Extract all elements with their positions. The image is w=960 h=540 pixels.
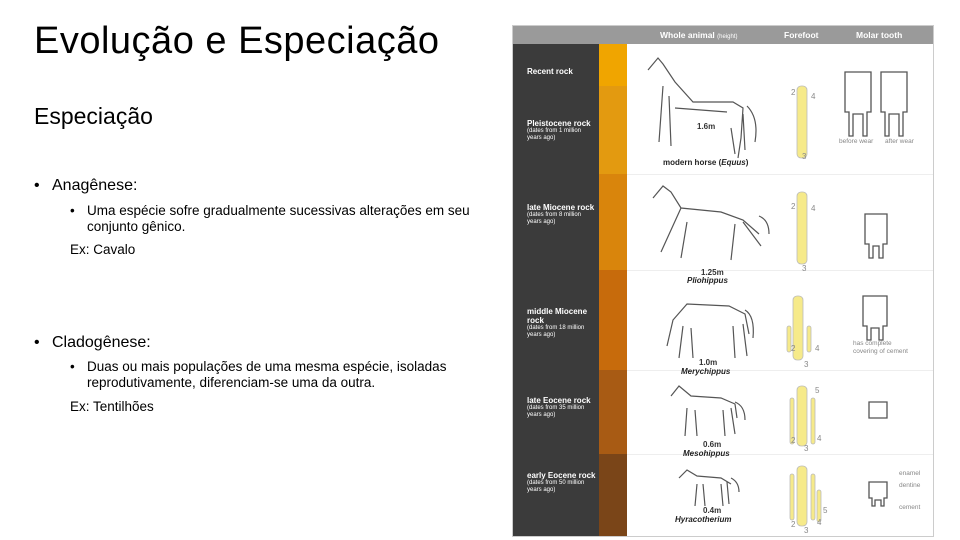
stratum-label-late-eocene: late Eocene rock (dates from 35 million years ago) [527,396,591,418]
toe-number: 5 [815,386,820,395]
toe-number: 3 [804,444,809,453]
note-before-wear: before wear [839,138,874,145]
toe-number: 3 [802,264,807,273]
height-merychippus: 1.0m [699,358,718,367]
toe-number: 4 [815,344,820,353]
toe-number: 3 [802,152,807,161]
sub-bullet-cladogenese: • Duas ou mais populações de uma mesma espécie, isoladas reprodutivamente, diferenciam-se uma da outra. [70,359,447,390]
toe-number: 2 [791,520,796,529]
toe-number: 5 [823,506,828,515]
bullet-dot: • [34,334,40,351]
caption-hyracotherium: Hyracotherium [675,515,732,524]
height-mesohippus: 0.6m [703,440,722,449]
caption-mesohippus: Mesohippus [683,449,730,458]
caption-equus: modern horse (Equus) [663,158,749,167]
stratum-label-early-eocene: early Eocene rock (dates from 50 million years ago) [527,471,596,493]
header-whole-animal: Whole animal [660,30,715,40]
stratum-label-pleistocene: Pleistocene rock (dates from 1 million years ago) [527,119,591,141]
toe-number: 4 [811,92,816,101]
stratum-label-middle-miocene: middle Miocene rock (dates from 18 million years ago) [527,307,588,338]
note-dentine: dentine [899,482,921,489]
hyracotherium-horse-icon [679,470,739,506]
note-after-wear: after wear [885,138,914,145]
stratum-label-recent: Recent rock [527,67,573,76]
toe-number: 3 [804,360,809,369]
bullet-dot: • [70,203,75,218]
note-cement: cement [899,504,921,511]
slide-title: Evolução e Especiação [34,20,440,62]
example-anagenese: Ex: Cavalo [70,242,136,257]
height-equus: 1.6m [697,122,716,131]
bullet-dot: • [70,359,75,374]
header-forefoot: Forefoot [784,30,819,40]
toe-number: 4 [811,204,816,213]
equus-horse-icon [648,58,756,158]
caption-pliohippus: Pliohippus [687,276,728,285]
toe-number: 2 [791,88,796,97]
toe-number: 4 [817,434,822,443]
bullet-cladogenese: • Cladogênese: [34,334,151,351]
slide-subtitle: Especiação [34,103,153,129]
stratum-label-late-miocene: late Miocene rock (dates from 8 million years ago) [527,203,595,225]
height-hyracotherium: 0.4m [703,506,722,515]
pliohippus-horse-icon [653,186,769,260]
toe-number: 4 [817,518,822,527]
toe-number: 2 [791,202,796,211]
merychippus-horse-icon [667,304,753,358]
toe-number: 2 [791,436,796,445]
header-height-note: (height) [717,34,738,40]
note-enamel: enamel [899,470,921,477]
bullet-anagenese: • Anagênese: [34,177,138,194]
note-cement-covering: has complete covering of cement [853,340,908,355]
horse-evolution-figure [512,25,934,537]
mesohippus-horse-icon [671,386,745,436]
header-molar: Molar tooth [856,30,903,40]
toe-number: 3 [804,526,809,535]
caption-merychippus: Merychippus [681,367,731,376]
toe-number: 2 [791,344,796,353]
bullet-dot: • [34,177,40,194]
height-pliohippus: 1.25m [701,268,724,277]
example-cladogenese: Ex: Tentilhões [70,399,154,414]
sub-bullet-anagenese: • Uma espécie sofre gradualmente sucessivas alterações em seu conjunto gênico. [70,203,470,234]
